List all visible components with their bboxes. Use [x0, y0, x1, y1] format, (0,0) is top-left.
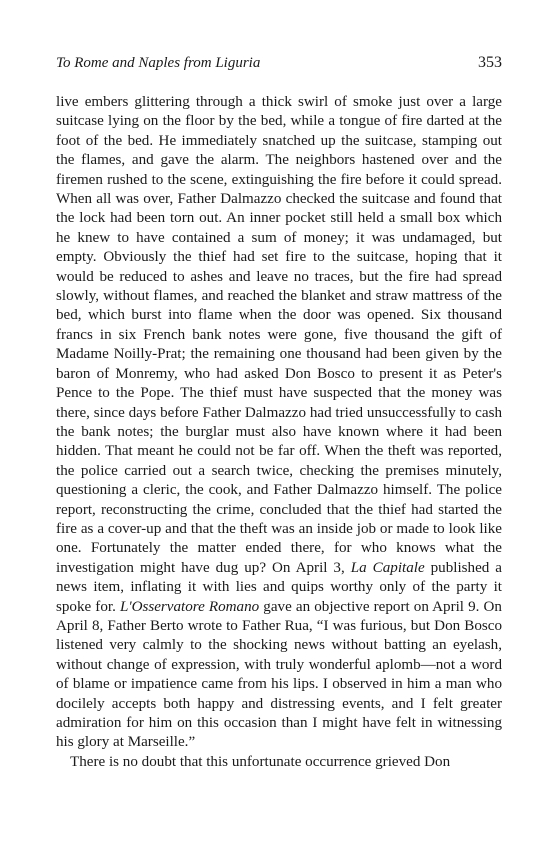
text-segment: gave an objective report on April 9. On April 8, Father Berto wrote to Father Rua, “I was furious, but Don Bosco listened very calmly to the shocking news without batting an eyelash, without change of expression, with truly wonderful aplomb—not a word of blame or impatience came from his lips. I observed in him a man who docilely accepts both happy and distressing events, and I felt greater admiration for him on this occasion than I might have felt in witnessing his glory at Marseille.” — [56, 598, 502, 751]
text-segment: There is no doubt that this unfortunate occurrence grieved Don — [70, 753, 451, 770]
text-segment: published a news item, inflating it with lies and quips worthy only of the party it spoke for. — [56, 559, 502, 615]
paragraph-2 — [56, 753, 502, 772]
newspaper-title-osservatore-romano: L'Osservatore Romano — [119, 598, 260, 615]
page-number: 353 — [478, 54, 502, 71]
newspaper-title-la-capitale: La Capitale — [350, 559, 425, 576]
body-text — [56, 93, 502, 772]
running-title: To Rome and Naples from Liguria — [56, 55, 261, 71]
text-segment: live embers glittering through a thick swirl of smoke just over a large suitcase lying on the floor by the bed, while a tongue of fire darted at the foot of the bed. He immediately snatched up the suitcase, stamping out the flames, and gave the alarm. The neighbors hastened over and the firemen rushed to the scene, extinguishing the fire before it could spread. When all was over, Father Dalmazzo checked the suitcase and found that the lock had been torn out. An inner pocket still held a small box which he knew to have contained a sum of money; it was undamaged, but empty. Obviously the thief had set fire to the suitcase, hoping that it would be reduced to ashes and leave no traces, but the fire had spread slowly, without flames, and reached the blanket and straw mattress of the bed, which burst into flame when the door was opened. Six thousand francs in six French bank notes were gone, five thousand the gift of Madame Noilly-Prat; the remaining one thousand had been given by the baron of Monremy, who had asked Don Bosco to present it as Peter's Pence to the Pope. The thief must have suspected that the money was there, since days before Father Dalmazzo had tried unsuccessfully to cash the bank notes; the burglar must also have known where it had been hidden. That meant he could not be far off. When the theft was reported, the police carried out a search twice, checking the premises minutely, questioning a cleric, the cook, and Father Dalmazzo himself. The police report, reconstructing the crime, concluded that the thief had started the fire as a cover-up and that the theft was an inside job or made to look like one. Fortunately the matter ended there, for who knows what the investigation might have dug up? On April 3, — [56, 94, 502, 576]
paragraph-1 — [56, 93, 502, 753]
page-header — [56, 55, 502, 77]
